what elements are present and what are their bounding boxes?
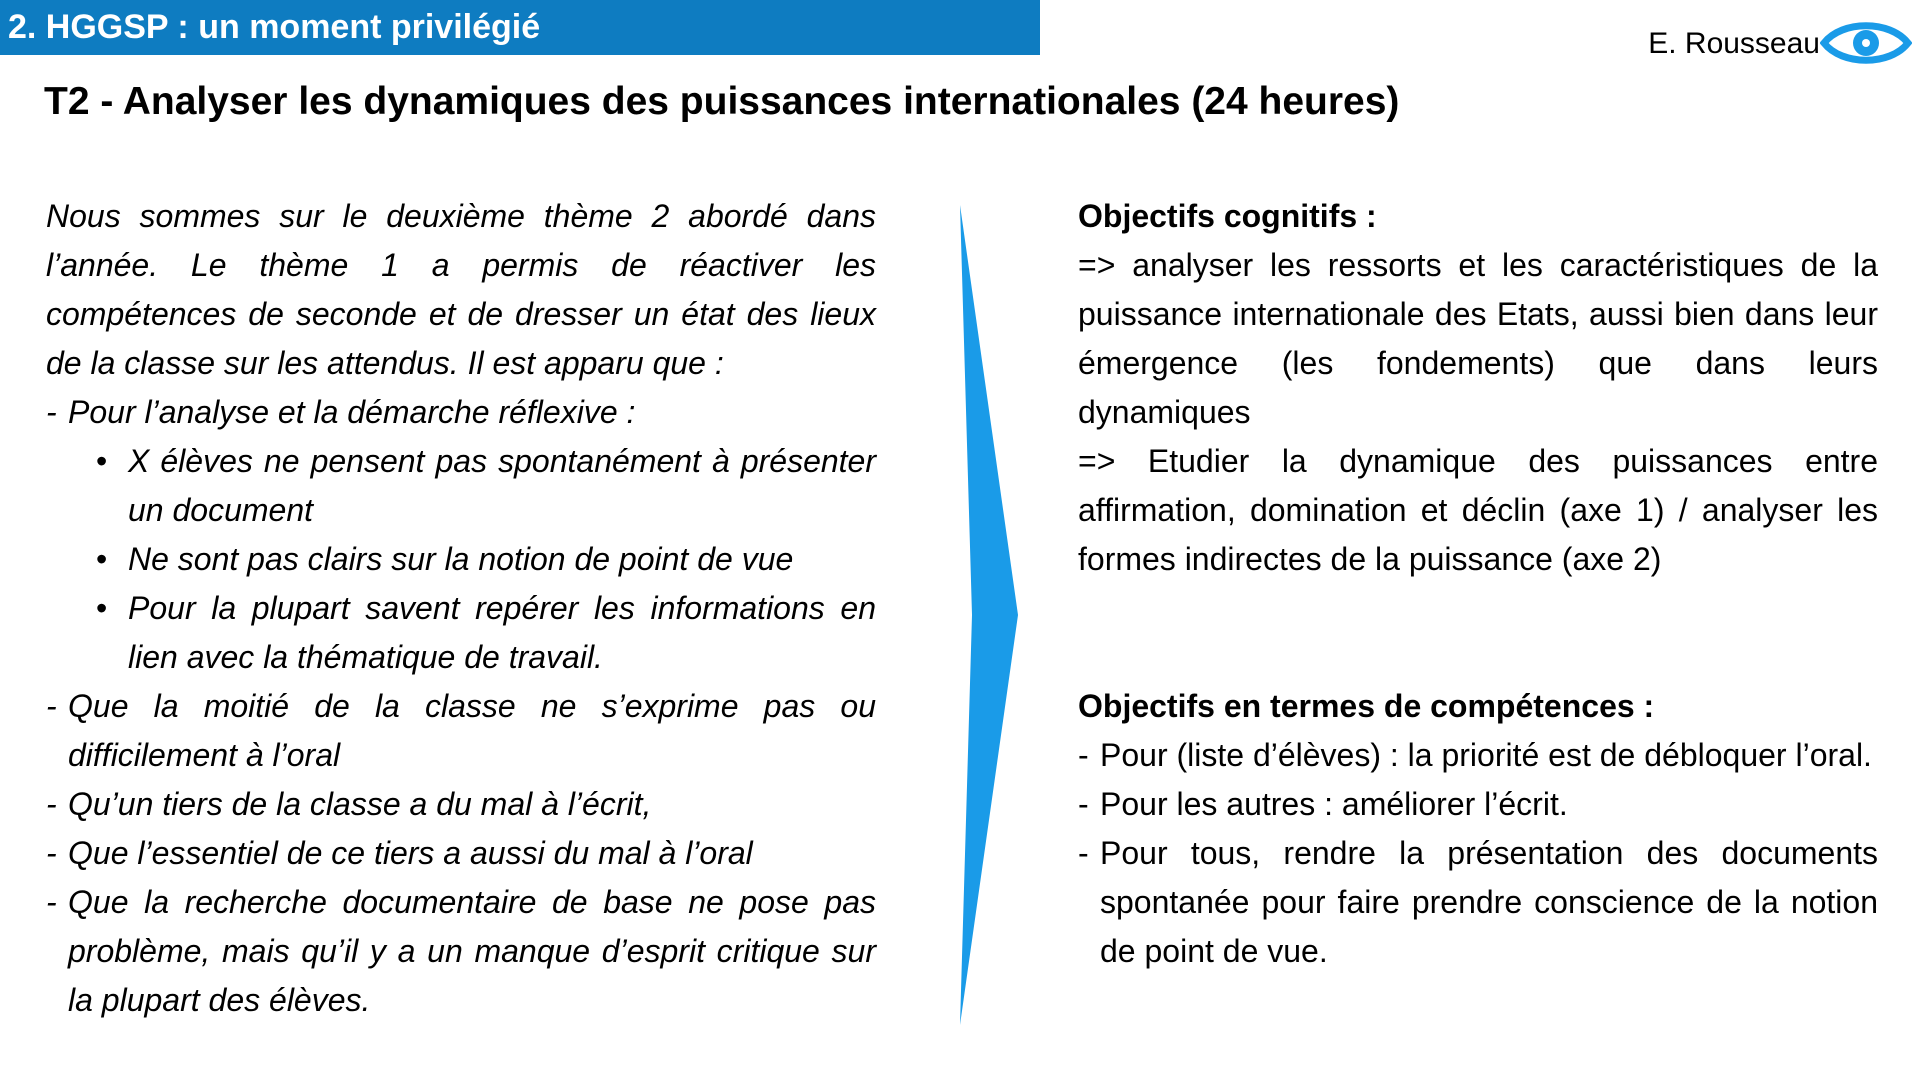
dash-marker: - [1078,786,1089,822]
eye-icon [1820,16,1912,70]
bullet-icon: • [96,541,108,577]
dash-marker: - [46,688,57,724]
list-item [46,682,876,780]
bullet-text: Pour la plupart savent repérer les informations en lien avec la thématique de travail. [128,590,876,675]
chevron-right-icon [960,205,1030,1025]
dash-marker: - [46,884,57,920]
list-item [46,388,876,437]
context-column [46,192,876,1025]
list-item-text: Pour (liste d’élèves) : la priorité est de débloquer l’oral. [1100,737,1872,773]
list-item-text: Que l’essentiel de ce tiers a aussi du mal à l’oral [68,835,753,871]
bullet-item [96,535,876,584]
list-item [46,878,876,1025]
dash-marker: - [46,394,57,430]
spacer [1078,584,1878,682]
skills-objectives-heading: Objectifs en termes de compétences : [1078,688,1655,724]
dash-marker: - [46,835,57,871]
list-item-text: Que la recherche documentaire de base ne pose pas problème, mais qu’il y a un manque d’esprit critique sur la plupart des élèves. [68,884,876,1018]
section-banner [0,0,1040,55]
list-item [1078,780,1878,829]
list-item-text: Pour les autres : améliorer l’écrit. [1100,786,1568,822]
cognitive-objectives-heading: Objectifs cognitifs : [1078,198,1377,234]
list-item [1078,829,1878,976]
list-item [46,829,876,878]
list-item-text: Pour tous, rendre la présentation des documents spontanée pour faire prendre conscience de la notion de point de vue. [1100,835,1878,969]
list-item [1078,731,1878,780]
dash-marker: - [46,786,57,822]
author-name: E. Rousseau [1648,27,1820,60]
list-item-text: Que la moitié de la classe ne s’exprime pas ou difficilement à l’oral [68,688,876,773]
list-item [46,780,876,829]
bullet-text: X élèves ne pensent pas spontanément à présenter un document [128,443,876,528]
objectives-column [1078,192,1878,976]
bullet-item [96,584,876,682]
list-item-text: Pour l’analyse et la démarche réflexive : [68,394,636,430]
dash-marker: - [1078,737,1089,773]
bullet-item [96,437,876,535]
bullet-text: Ne sont pas clairs sur la notion de point de vue [128,541,794,577]
dash-marker: - [1078,835,1089,871]
cognitive-objective: => analyser les ressorts et les caractéristiques de la puissance internationale des Etats, aussi bien dans leur émergence (les fondements) que dans leurs dynamiques [1078,247,1878,430]
list-item-text: Qu’un tiers de la classe a du mal à l’écrit, [68,786,652,822]
cognitive-objective: => Etudier la dynamique des puissances entre affirmation, domination et déclin (axe 1) / analyser les formes indirectes de la puissance (axe 2) [1078,443,1878,577]
bullet-icon: • [96,590,108,626]
intro-paragraph: Nous sommes sur le deuxième thème 2 abordé dans l’année. Le thème 1 a permis de réactiver les compétences de seconde et de dresser un état des lieux de la classe sur les attendus. Il est apparu que : [46,198,876,381]
bullet-icon: • [96,443,108,479]
section-label: 2. HGGSP : un moment privilégié [8,8,541,46]
page-title: T2 - Analyser les dynamiques des puissances internationales (24 heures) [44,80,1400,123]
